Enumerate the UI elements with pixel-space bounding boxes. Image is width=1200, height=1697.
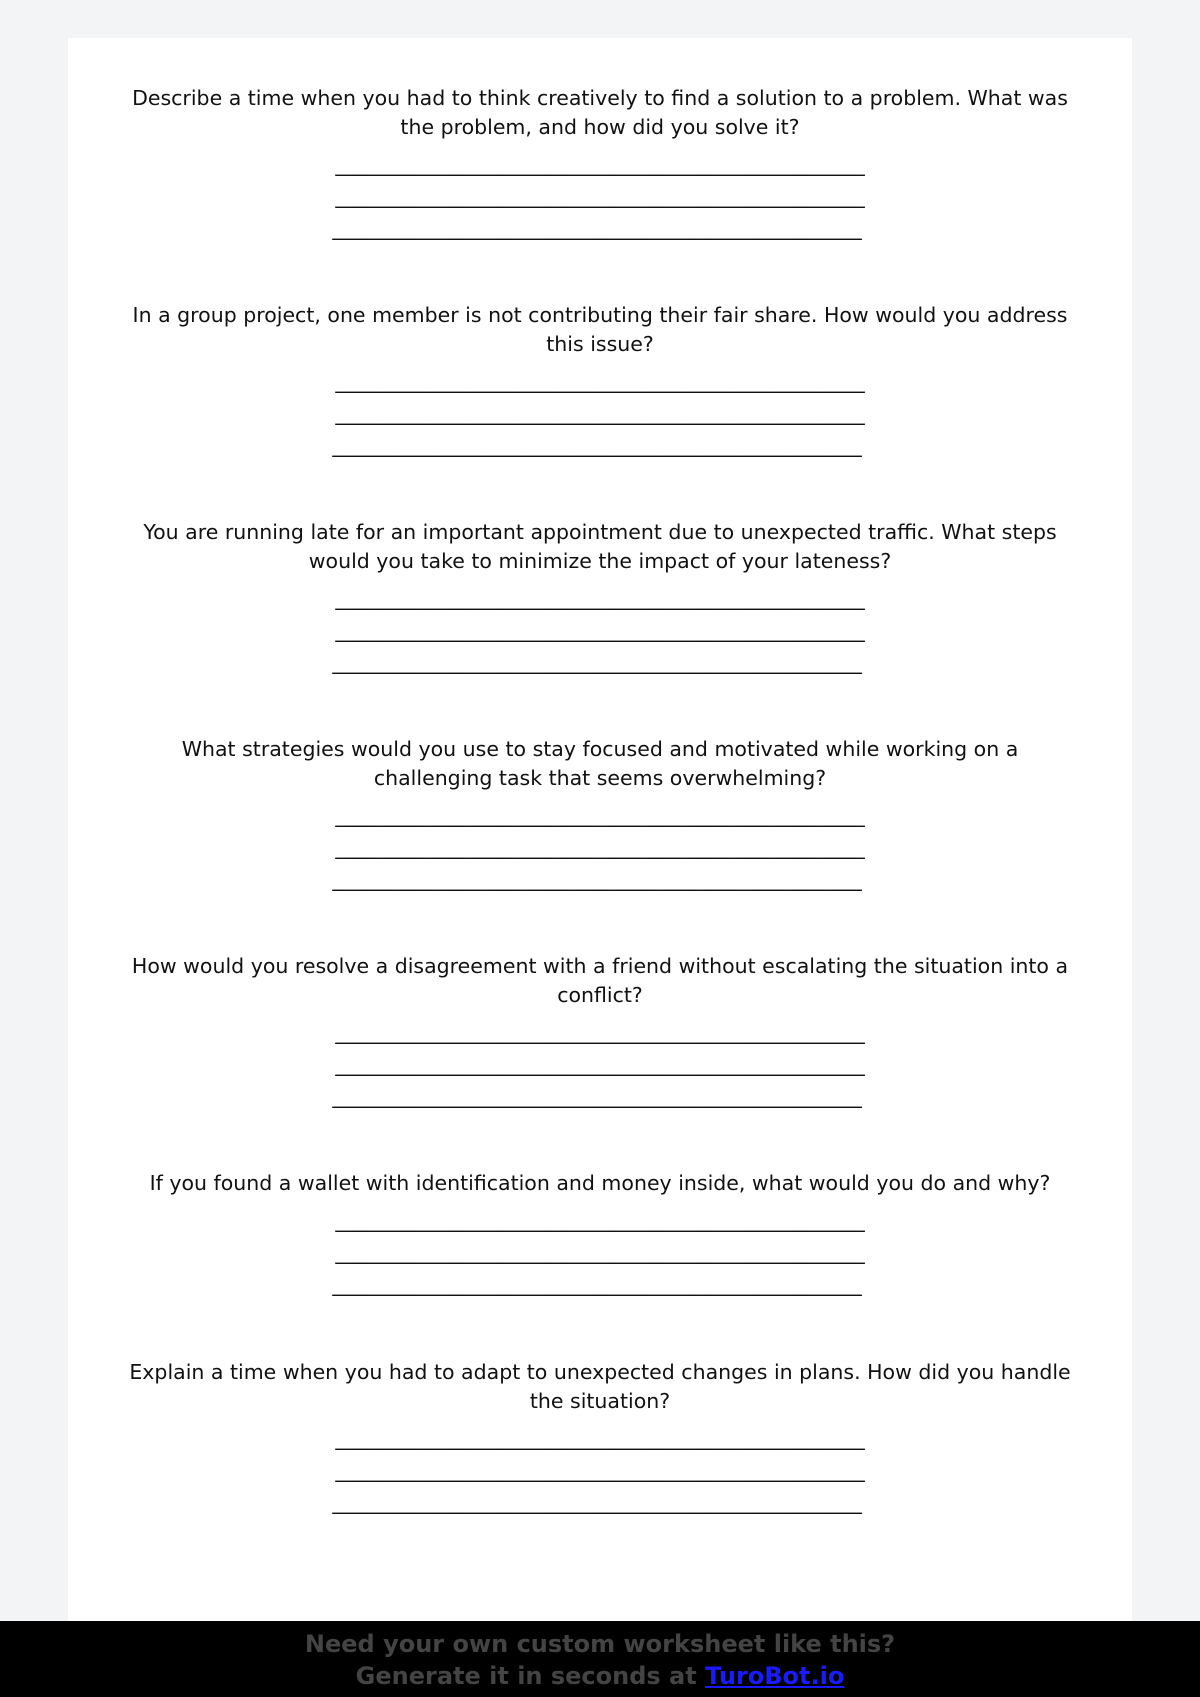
answer-lines [68, 1204, 1132, 1300]
answer-line: ______________________________________________________ [335, 618, 865, 642]
promo-headline: Need your own custom worksheet like this? [304, 1630, 896, 1658]
answer-line: ______________________________________________________ [332, 433, 862, 457]
answer-line: ______________________________________________________ [335, 1458, 865, 1482]
answer-lines [68, 1016, 1132, 1112]
answer-lines [68, 1422, 1132, 1518]
question-7 [68, 1358, 1132, 1518]
question-text: How would you resolve a disagreement with a friend without escalating the situation into a conflict? [131, 954, 1069, 1007]
promo-subline [0, 1661, 1200, 1691]
question-4 [68, 735, 1132, 895]
answer-line: ______________________________________________________ [335, 152, 865, 176]
question-1 [68, 84, 1132, 244]
answer-line: ______________________________________________________ [335, 1208, 865, 1232]
answer-line: ______________________________________________________ [335, 1020, 865, 1044]
question-3 [68, 518, 1132, 678]
promo-subline-text: Generate it in seconds at [355, 1662, 706, 1690]
question-5 [68, 952, 1132, 1112]
answer-line: ______________________________________________________ [332, 1272, 862, 1296]
answer-line: ______________________________________________________ [332, 867, 862, 891]
answer-line: ______________________________________________________ [332, 1084, 862, 1108]
answer-line: ______________________________________________________ [332, 1490, 862, 1514]
answer-lines [68, 582, 1132, 678]
question-6 [68, 1169, 1132, 1300]
turobot-link[interactable]: TuroBot.io [705, 1662, 845, 1690]
question-text: Explain a time when you had to adapt to unexpected changes in plans. How did you handle the situation? [129, 1360, 1071, 1413]
question-text: What strategies would you use to stay focused and motivated while working on a challenging task that seems overwhelming? [181, 737, 1019, 790]
answer-lines [68, 365, 1132, 461]
answer-lines [68, 799, 1132, 895]
answer-line: ______________________________________________________ [335, 401, 865, 425]
answer-line: ______________________________________________________ [332, 650, 862, 674]
answer-line: ______________________________________________________ [335, 184, 865, 208]
answer-line: ______________________________________________________ [335, 803, 865, 827]
answer-line: ______________________________________________________ [335, 369, 865, 393]
question-text: In a group project, one member is not contributing their fair share. How would you address this issue? [132, 303, 1068, 356]
answer-line: ______________________________________________________ [335, 1052, 865, 1076]
answer-line: ______________________________________________________ [335, 1240, 865, 1264]
worksheet-page [68, 38, 1132, 1640]
promo-footer-banner [0, 1621, 1200, 1697]
question-text: You are running late for an important appointment due to unexpected traffic. What steps would you take to minimize the impact of your lateness? [143, 520, 1057, 573]
question-text: Describe a time when you had to think creatively to find a solution to a problem. What was the problem, and how did you solve it? [132, 86, 1068, 139]
answer-line: ______________________________________________________ [335, 835, 865, 859]
question-2 [68, 301, 1132, 461]
answer-line: ______________________________________________________ [335, 586, 865, 610]
answer-lines [68, 148, 1132, 244]
answer-line: ______________________________________________________ [335, 1426, 865, 1450]
answer-line: ______________________________________________________ [332, 216, 862, 240]
question-text: If you found a wallet with identification and money inside, what would you do and why? [149, 1171, 1051, 1195]
